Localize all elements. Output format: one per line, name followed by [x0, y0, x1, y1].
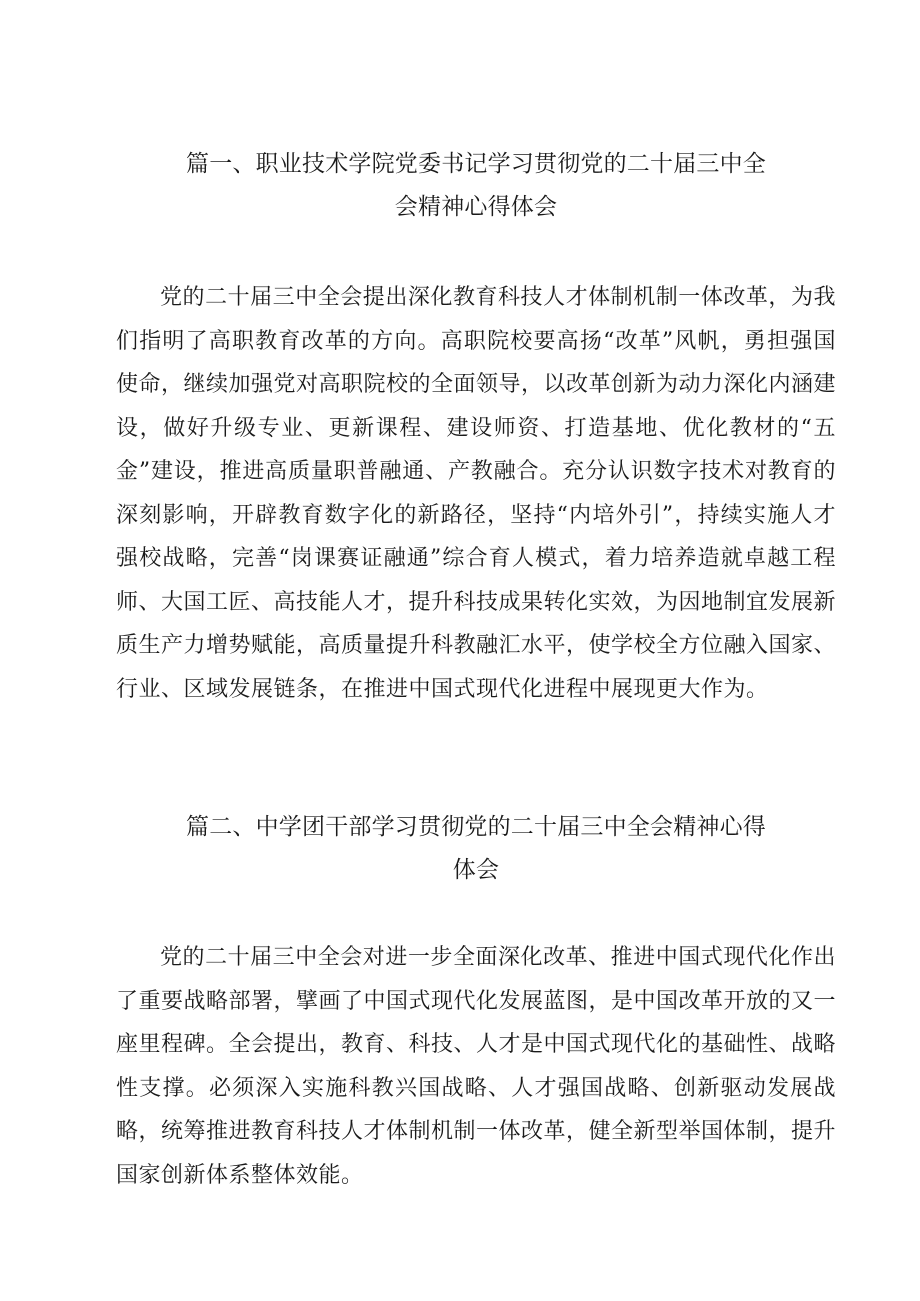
section-1-title-line-2: 会精神心得体会 [394, 194, 558, 220]
section-2-paragraph: 党的二十届三中全会对进一步全面深化改革、推进中国式现代化作出了重要战略部署，擘画了中国式现代化发展蓝图，是中国改革开放的又一座里程碑。全会提出，教育、科技、人才是中国式现代化的基础性、战略性支撑。必须深入实施科教兴国战略、人才强国战略、创新驱动发展战略，统筹推进教育科技人才体制机制一体改革，健全新型举国体制，提升国家创新体系整体效能。 [116, 945, 837, 1188]
section-2-title-line-2: 体会 [452, 857, 500, 883]
section-2-heading [116, 806, 836, 892]
section-1-title-line-1: 篇一、职业技术学院党委书记学习贯彻党的二十届三中全 [186, 151, 766, 177]
section-1-body [116, 276, 836, 711]
section-1-title [116, 143, 836, 229]
section-1-paragraph: 党的二十届三中全会提出深化教育科技人才体制机制一体改革，为我们指明了高职教育改革的方向。高职院校要高扬“改革”风帆，勇担强国使命，继续加强党对高职院校的全面领导，以改革创新为动力深化内涵建设，做好升级专业、更新课程、建设师资、打造基地、优化教材的“五金”建设，推进高质量职普融通、产教融合。充分认识数字技术对教育的深刻影响，开辟教育数字化的新路径，坚持“内培外引”，持续实施人才强校战略，完善“岗课赛证融通”综合育人模式，着力培养造就卓越工程师、大国工匠、高技能人才，提升科技成果转化实效，为因地制宜发展新质生产力增势赋能，高质量提升科教融汇水平，使学校全方位融入国家、行业、区域发展链条，在推进中国式现代化进程中展现更大作为。 [116, 285, 837, 702]
section-2-title-line-1: 篇二、中学团干部学习贯彻党的二十届三中全会精神心得 [186, 814, 766, 840]
section-2-body [116, 936, 836, 1197]
section-1-heading [116, 143, 836, 229]
section-2-title [116, 806, 836, 892]
